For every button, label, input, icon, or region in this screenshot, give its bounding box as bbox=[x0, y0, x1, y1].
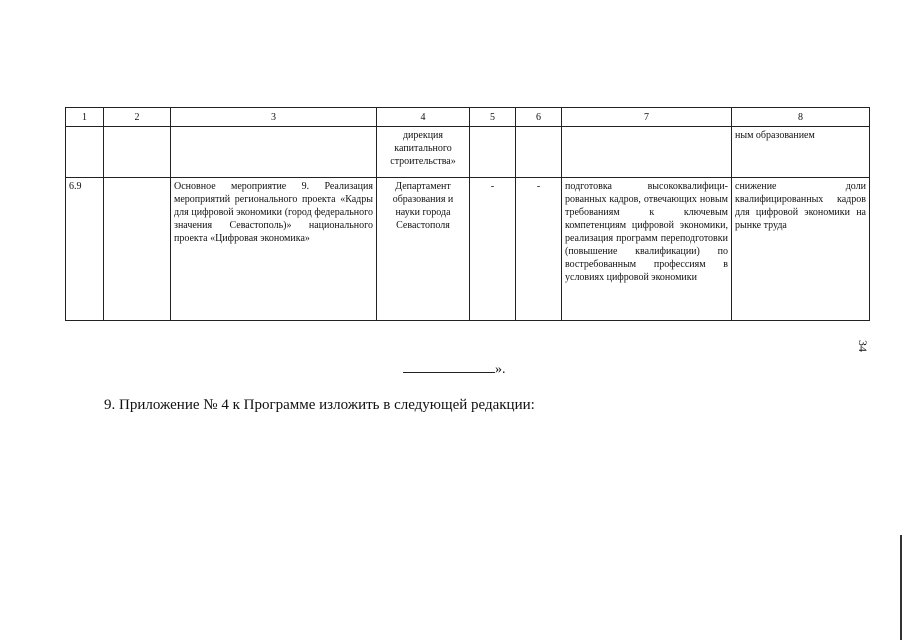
table-cell bbox=[516, 127, 562, 178]
dash-cell: - bbox=[516, 178, 562, 321]
header-cell: 3 bbox=[171, 108, 377, 127]
signature-line bbox=[403, 360, 495, 373]
header-cell: 1 bbox=[66, 108, 104, 127]
result-cell: ным образованием bbox=[732, 127, 870, 178]
closing-mark bbox=[403, 360, 506, 378]
table-cell bbox=[104, 127, 171, 178]
table-cell bbox=[66, 127, 104, 178]
dash-cell: - bbox=[470, 178, 516, 321]
header-cell: 7 bbox=[562, 108, 732, 127]
table-header-row bbox=[66, 108, 870, 127]
header-cell: 2 bbox=[104, 108, 171, 127]
responsible-cell: дирекция капитального строительства» bbox=[377, 127, 470, 178]
header-cell: 6 bbox=[516, 108, 562, 127]
responsible-cell: Департамент образования и науки города Севастополя bbox=[377, 178, 470, 321]
table-cell bbox=[104, 178, 171, 321]
closing-quote: ». bbox=[495, 362, 506, 377]
scan-edge-line bbox=[900, 535, 905, 640]
table-cell bbox=[470, 127, 516, 178]
table-cell bbox=[562, 127, 732, 178]
header-cell: 8 bbox=[732, 108, 870, 127]
row-number-cell: 6.9 bbox=[66, 178, 104, 321]
description-cell: подготовка высококвалифици-рованных кадров, отвечающих новым требованиям к ключевым компетенциям цифровой экономики, реализация программ переподготовки (повышение квалификации) по востребованным профессиям в условиях цифровой экономики bbox=[562, 178, 732, 321]
table-row bbox=[66, 178, 870, 321]
header-cell: 4 bbox=[377, 108, 470, 127]
page-number: 34 bbox=[856, 340, 870, 352]
activity-cell: Основное мероприятие 9. Реализация мероприятий регионального проекта «Кадры для цифровой экономики (город федерального значения Севастополь)» национального проекта «Цифровая экономика» bbox=[171, 178, 377, 321]
table-row bbox=[66, 127, 870, 178]
program-table bbox=[65, 107, 870, 321]
table-cell bbox=[171, 127, 377, 178]
header-cell: 5 bbox=[470, 108, 516, 127]
paragraph-9: 9. Приложение № 4 к Программе изложить в следующей редакции: bbox=[104, 397, 535, 413]
result-cell: снижение доли квалифицированных кадров для цифровой экономики на рынке труда bbox=[732, 178, 870, 321]
